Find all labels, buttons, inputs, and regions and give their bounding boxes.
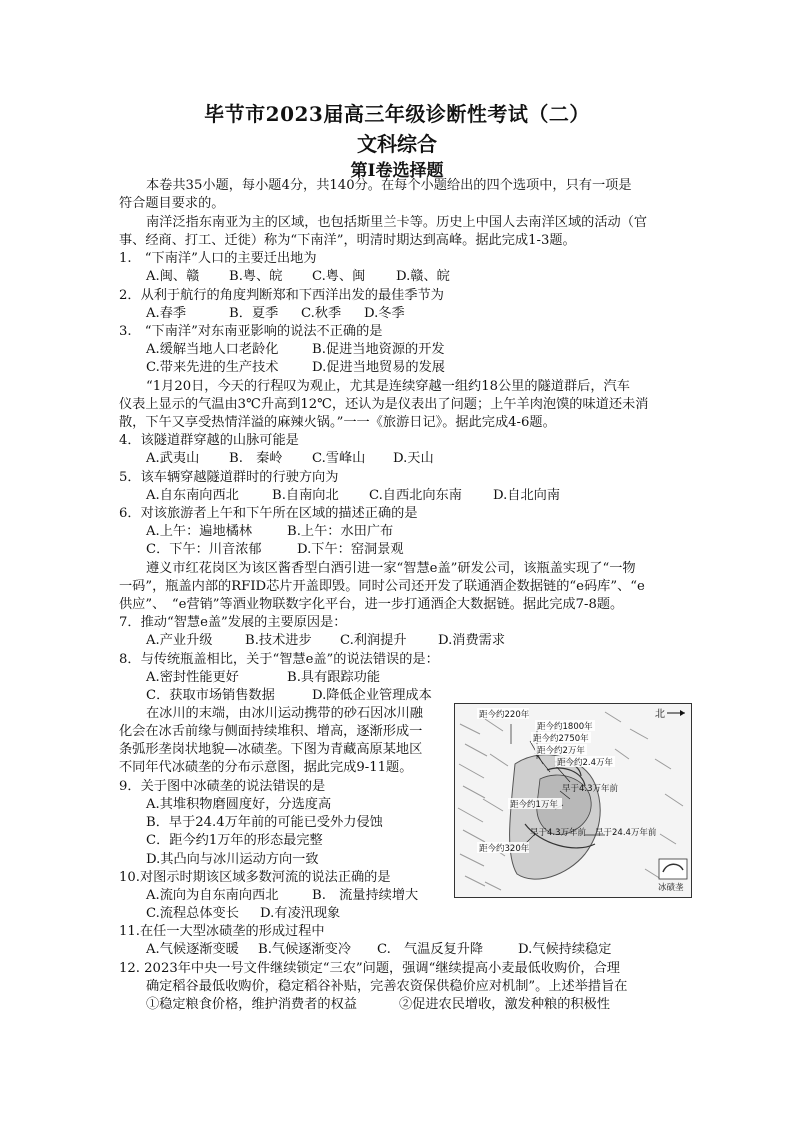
option-b: B.上午：水田广布 xyxy=(287,524,394,539)
option-d: D.冬季 xyxy=(364,306,405,321)
option-2: ②促进农民增收，激发种粮的积极性 xyxy=(399,997,610,1012)
map-label: 距今约2.4万年 xyxy=(557,758,614,768)
option-a: A.产业升级 xyxy=(146,633,213,648)
question-stem: 10.对图示时期该区域多数河流的说法正确的是 xyxy=(119,870,391,885)
option-d: D.促进当地贸易的发展 xyxy=(312,360,445,375)
option-b: B．早于24.4万年前的可能已受外力侵蚀 xyxy=(146,815,383,830)
option-c: C.秋季 xyxy=(301,306,342,321)
passage-line: 遵义市红花岗区为该区酱香型白酒引进一家“智慧e盖”研发公司，该瓶盖实现了“一物 xyxy=(146,561,636,576)
question-stem: 8．与传统瓶盖相比，关于“智慧e盖”的说法错误的是： xyxy=(119,652,439,667)
passage-line: 事、经商、打工、迁徙）称为“下南洋”，明清时期达到高峰。据此完成1-3题。 xyxy=(119,233,576,248)
passage-line: 在冰川的末端，由冰川运动携带的砂石因冰川融 xyxy=(146,706,423,721)
passage-line: 条弧形垄岗状地貌—冰碛垄。下图为青藏高原某地区 xyxy=(119,742,423,757)
option-b: B.粤、皖 xyxy=(229,269,283,284)
question-stem: 7．推动“智慧e盖”发展的主要原因是： xyxy=(119,615,347,630)
question-stem: 4．该隧道群穿越的山脉可能是 xyxy=(119,433,299,448)
question-stem: 5．该车辆穿越隧道群时的行驶方向为 xyxy=(119,470,339,485)
intro-line: 符合题目要求的。 xyxy=(119,196,225,211)
map-label: 距今约220年 xyxy=(479,710,530,720)
option-a: A.自东南向西北 xyxy=(146,488,239,503)
option-d: D.天山 xyxy=(393,451,434,466)
subject-title: 文科综合 xyxy=(357,132,437,156)
map-label: 距今约2万年 xyxy=(537,746,585,756)
passage-line: 仪表上显示的气温由3℃升高到12℃，还认为是仪表出了问题；上午羊肉泡馍的味道还未消 xyxy=(119,397,649,412)
option-c: C.粤、闽 xyxy=(312,269,366,284)
option-1: ①稳定粮食价格，维护消费者的权益 xyxy=(146,997,357,1012)
option-b: B．夏季 xyxy=(229,306,279,321)
option-c: C．下午：川音浓郁 xyxy=(146,542,262,557)
option-c: C.利润提升 xyxy=(340,633,407,648)
option-a: A.武夷山 xyxy=(146,451,200,466)
question-stem: 1. “下南洋”人口的主要迁出地为 xyxy=(119,251,317,266)
option-d: D.自北向南 xyxy=(493,488,561,503)
passage-line: 一码”，瓶盖内部的RFID芯片开盖即毁。同时公司还开发了联通酒企数据链的“e码库”、“e xyxy=(119,579,645,594)
question-stem: 9．关于图中冰碛垄的说法错误的是 xyxy=(119,779,326,794)
option-b: B.具有跟踪功能 xyxy=(287,670,381,685)
option-d: D.消费需求 xyxy=(438,633,506,648)
option-a: A.气候逐渐变暖 xyxy=(146,942,239,957)
legend-label: 冰碛垄 xyxy=(658,883,684,893)
option-c: C.带来先进的生产技术 xyxy=(146,360,279,375)
option-d: D.有凌汛现象 xyxy=(260,906,341,921)
question-stem: 11.在任一大型冰碛垄的形成过程中 xyxy=(119,924,325,939)
moraine-map-svg xyxy=(455,704,691,897)
passage-line: 化会在冰舌前缘与侧面持续堆积、增高，逐渐形成一 xyxy=(119,724,423,739)
option-d: D.赣、皖 xyxy=(396,269,450,284)
option-d: D.降低企业管理成本 xyxy=(312,688,432,703)
north-arrow-icon xyxy=(655,708,685,720)
option-c: C.流程总体变长 xyxy=(146,906,239,921)
map-label: 距今约1800年 xyxy=(537,722,593,732)
option-c: C.自西北向东南 xyxy=(369,488,462,503)
option-c: C.雪峰山 xyxy=(312,451,366,466)
option-c: C．距今约1万年的形态最完整 xyxy=(146,833,323,848)
moraine-map-figure xyxy=(454,703,692,898)
option-b: B.气候逐渐变冷 xyxy=(258,942,352,957)
map-label: 距今约1万年 xyxy=(510,800,558,810)
intro-line: 本卷共35小题，每小题4分，共140分。在每个小题给出的四个选项中，只有一项是 xyxy=(146,178,632,193)
question-stem: 12. 2023年中央一号文件继续锁定“三农”问题，强调“继续提高小麦最低收购价，合理 xyxy=(119,961,620,976)
option-b: B. 流量持续增大 xyxy=(312,888,419,903)
option-a: A.上午：遍地橘林 xyxy=(146,524,253,539)
passage-line: 散，下午又享受热情洋溢的麻辣火锅。”一一《旅游日记》。据此完成4-6题。 xyxy=(119,415,556,430)
passage-line: 南洋泛指东南亚为主的区域，也包括斯里兰卡等。历史上中国人去南洋区域的活动（官 xyxy=(146,215,648,230)
option-d: D.气候持续稳定 xyxy=(518,942,612,957)
map-label: 早于24.4万年前 xyxy=(595,828,657,838)
option-a: A.密封性能更好 xyxy=(146,670,239,685)
map-label: 距今约2750年 xyxy=(533,734,589,744)
section-title: 第Ⅰ卷选择题 xyxy=(350,161,444,181)
option-b: B. 秦岭 xyxy=(229,451,283,466)
option-c: C. 气温反复升降 xyxy=(377,942,484,957)
exam-title: 毕节市2023届高三年级诊断性考试（二） xyxy=(204,102,590,126)
option-d: D.其凸向与冰川运动方向一致 xyxy=(146,852,319,867)
option-c: C．获取市场销售数据 xyxy=(146,688,275,703)
option-a: A.春季 xyxy=(146,306,187,321)
question-stem: 6．对该旅游者上午和下午所在区域的描述正确的是 xyxy=(119,506,418,521)
question-stem: 确定稻谷最低收购价，稳定稻谷补贴，完善农资保供稳价应对机制”。上述举措旨在 xyxy=(146,979,628,994)
option-b: B.促进当地资源的开发 xyxy=(312,342,445,357)
option-a: A.流向为自东南向西北 xyxy=(146,888,279,903)
passage-line: 不同年代冰碛垄的分布示意图，据此完成9-11题。 xyxy=(119,760,413,775)
map-label: 早于4.3万年前 xyxy=(530,828,587,838)
option-a: A.闽、赣 xyxy=(146,269,200,284)
svg-text:北: 北 xyxy=(655,709,665,720)
map-label: 早于4.3万年前 xyxy=(562,784,619,794)
option-d: D.下午：窑洞景观 xyxy=(297,542,404,557)
option-a: A.缓解当地人口老龄化 xyxy=(146,342,279,357)
option-a: A.其堆积物磨圆度好，分选度高 xyxy=(146,797,332,812)
passage-line: “1月20日，今天的行程叹为观止，尤其是连续穿越一组约18公里的隧道群后，汽车 xyxy=(146,379,630,394)
map-label: 距今约320年 xyxy=(479,844,530,854)
passage-line: 供应”、 “e营销”等酒业物联数字化平台，进一步打通酒企大数据链。据此完成7-8题。 xyxy=(119,597,624,612)
question-stem: 3. “下南洋”对东南亚影响的说法不正确的是 xyxy=(119,324,383,339)
option-b: B.技术进步 xyxy=(245,633,312,648)
option-b: B.自南向北 xyxy=(272,488,339,503)
legend xyxy=(658,859,687,893)
question-stem: 2．从利于航行的角度判断郑和下西洋出发的最佳季节为 xyxy=(119,288,444,303)
